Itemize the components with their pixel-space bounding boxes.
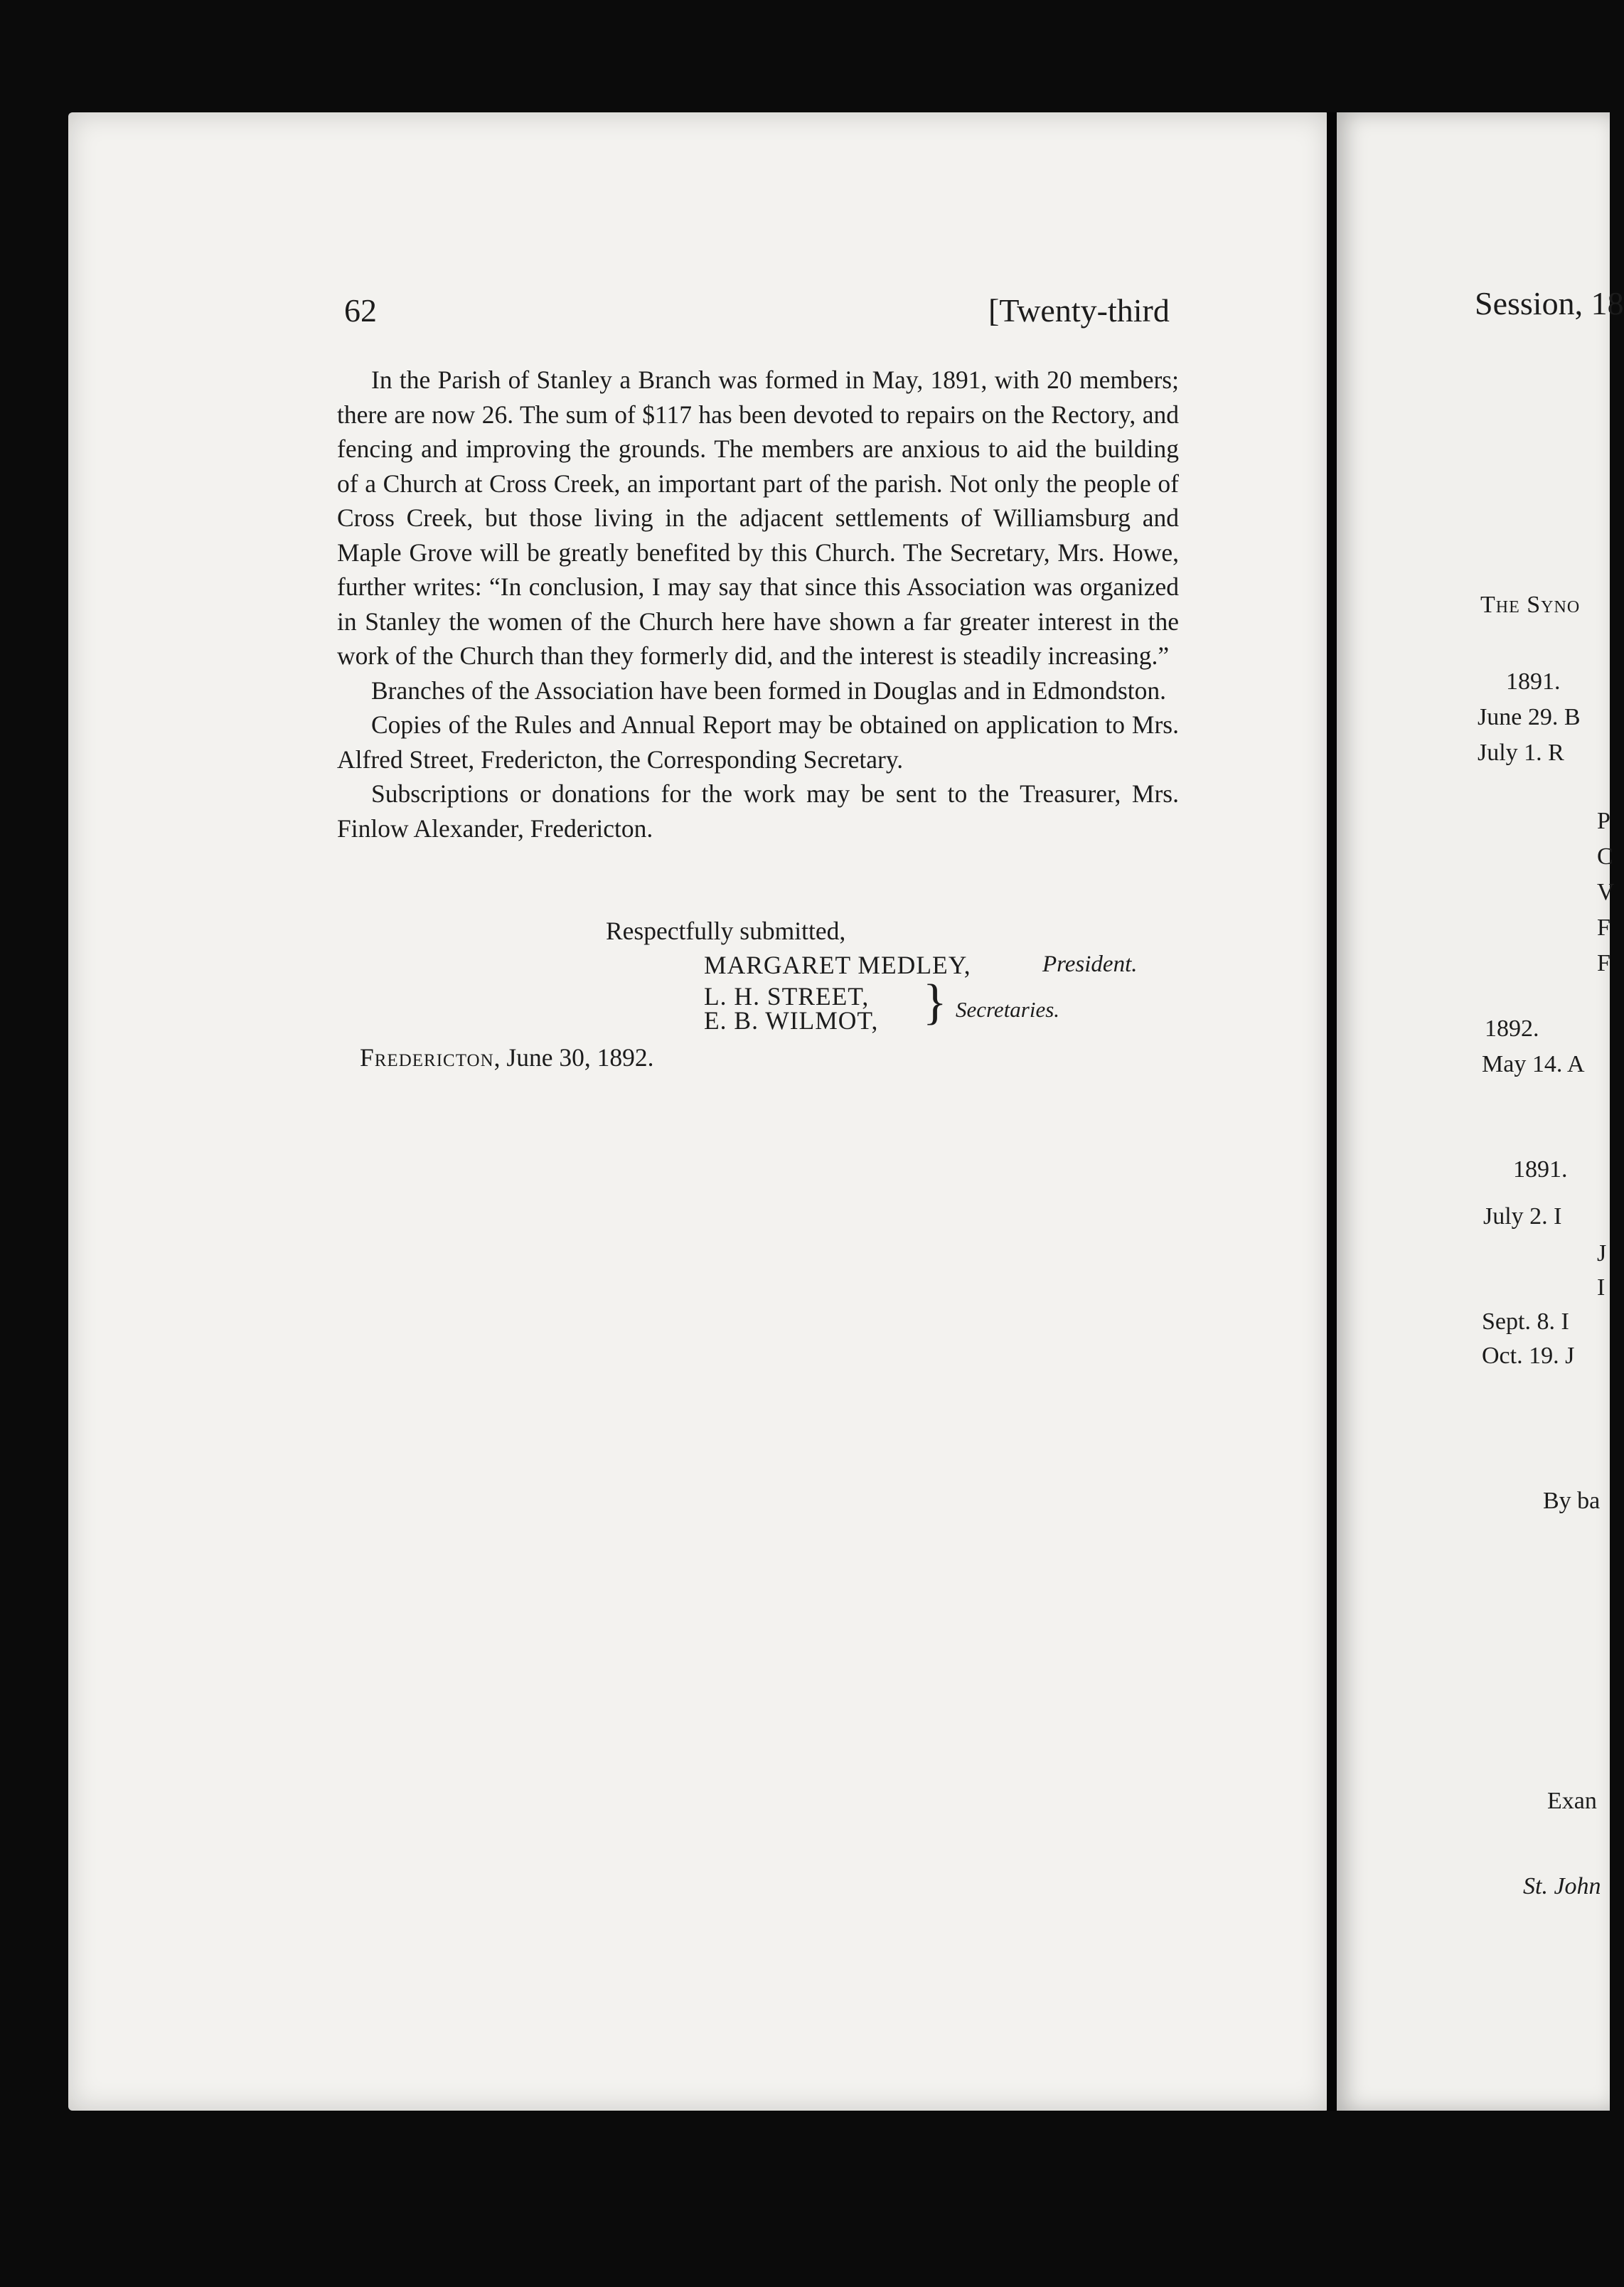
right-line: 1892.: [1485, 1015, 1539, 1042]
right-line: J: [1597, 1240, 1607, 1267]
right-line: 1891.: [1513, 1156, 1568, 1183]
right-line: Sept. 8. I: [1482, 1308, 1569, 1335]
right-line: F: [1597, 950, 1610, 976]
right-line: Oct. 19. J: [1482, 1343, 1575, 1369]
paragraph: Subscriptions or donations for the work may be sent to the Treasurer, Mrs. Finlow Alexander, Fredericton.: [337, 779, 1179, 843]
place-date: [360, 1043, 653, 1072]
page-number: 62: [344, 292, 377, 329]
paragraph: Branches of the Association have been formed in Douglas and in Edmondston.: [371, 676, 1167, 705]
closing: Respectfully submitted,: [606, 917, 846, 945]
right-line: F: [1597, 915, 1610, 941]
brace-icon: }: [923, 975, 947, 1030]
paragraph: Copies of the Rules and Annual Report may be obtained on application to Mrs. Alfred Street, Fredericton, the Corresponding Secretary.: [337, 710, 1179, 774]
date: , June 30, 1892.: [493, 1043, 654, 1072]
right-line: May 14. A: [1482, 1051, 1585, 1077]
right-section-head: The Syno: [1480, 592, 1581, 618]
right-line: C: [1597, 843, 1613, 870]
place: Fredericton: [360, 1043, 494, 1072]
secretary-2: E. B. WILMOT,: [704, 1006, 879, 1035]
secretary-1: L. H. STREET,: [704, 982, 870, 1011]
running-head: [Twenty-third: [988, 292, 1170, 329]
right-line: By ba: [1543, 1488, 1601, 1514]
right-line: 1891.: [1506, 668, 1561, 695]
right-line: July 2. I: [1483, 1203, 1562, 1230]
body-text: [337, 363, 1179, 846]
right-line: St. John: [1523, 1873, 1601, 1899]
president-name: MARGARET MEDLEY,: [704, 951, 971, 979]
right-line: I: [1597, 1274, 1606, 1301]
right-line: V: [1597, 879, 1615, 905]
book-gutter: [1327, 112, 1337, 2111]
secretaries-title: Secretaries.: [956, 997, 1060, 1022]
right-line: June 29. B: [1478, 704, 1581, 730]
president-title: President.: [1042, 951, 1138, 977]
right-line: Exan: [1547, 1788, 1597, 1814]
paragraph: In the Parish of Stanley a Branch was formed in May, 1891, with 20 members; there are now 26. The sum of $117 has been devoted to repairs on the Rectory, and fencing and improving the grounds. The members are anxious to aid the building of a Church at Cross Creek, an important part of the parish. Not only the people of Cross Creek, but those living in the adjacent settlements of Williamsburg and Maple Grove will be greatly benefited by this Church. The Secretary, Mrs. Howe, further writes: “In conclusion, I may say that since this Association was organized in Stanley the women of the Church here have shown a far greater interest in the work of the Church than they formerly did, and the interest is steadily increasing.”: [337, 366, 1179, 670]
right-running-head: Session, 18: [1475, 285, 1624, 321]
right-line: July 1. R: [1478, 740, 1564, 766]
right-line: P: [1597, 808, 1610, 834]
